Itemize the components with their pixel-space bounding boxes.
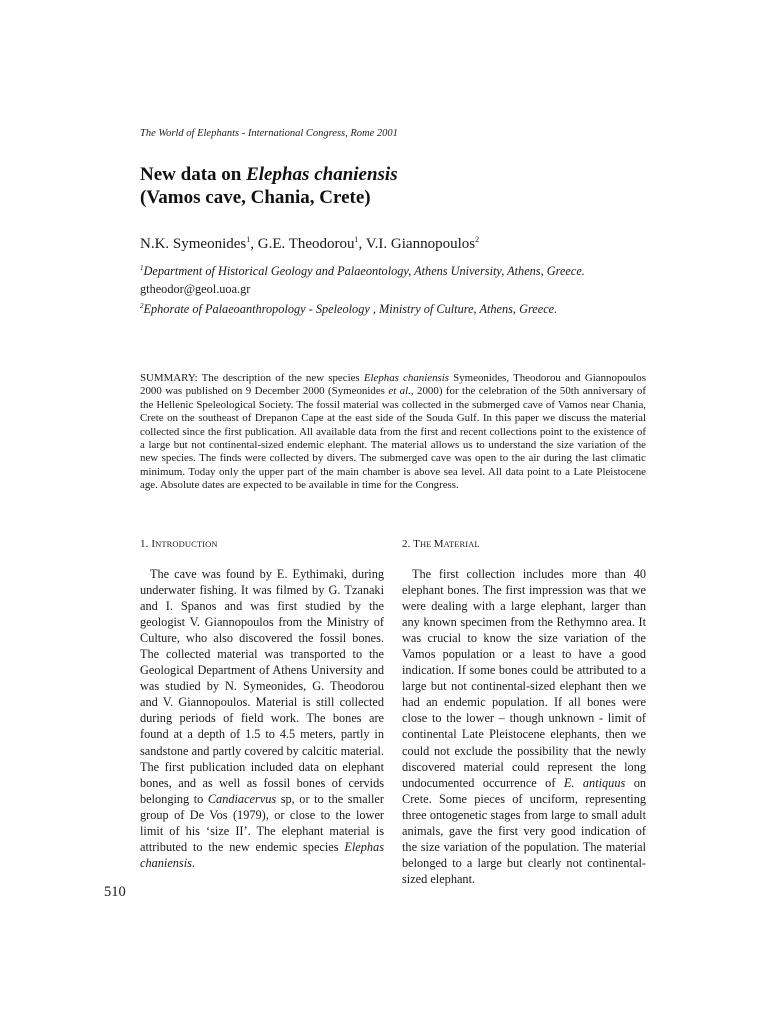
- material-initial-2: M: [433, 538, 444, 550]
- author-3: V.I. Giannopoulos: [365, 236, 476, 252]
- author-sep-2: ,: [358, 236, 366, 252]
- affiliation-2-sup: 2: [140, 301, 144, 310]
- material-rest-1: HE: [419, 539, 434, 549]
- material-number: 2.: [402, 538, 414, 550]
- introduction-body: [140, 566, 384, 871]
- summary-part-3: , 2000) for the celebration of the 50th anniversary of the Hellenic Speleological Society. The fossil material was collected in the submerged cave of Vamos near Chania, Crete on the southeast of Drepanon Cape at the east side of the Souda Gulf. In this paper we discuss the material collected since the first publication. All available data from the first and recent collections point to the existence of a large but not continental-sized endemic elephant. The material allows us to understand the size variation of the new species. The finds were collected by divers. The submerged cave was open to the air during the last climatic minimum. Today only the upper part of the main chamber is above sea level. All data point to a Late Pleistocene age. Absolute dates are expected to be available in time for the Congress.: [140, 385, 647, 492]
- intro-text-1: The cave was found by E. Eythimaki, during underwater fishing. It was filmed by G. Tzanaki and I. Spanos and was first studied by the geologist V. Giannopoulos from the Ministry of Culture, who also discovered the fossil bones. The collected material was transported to the Geological Department of Athens University and was studied by N. Symeonides, G. Theodorou and V. Giannopoulos. Material is still collected during periods of field work. The bones are found at a depth of 1.5 to 4.5 meters, partly in sandstone and partly covered by calcitic material. The first publication included data on elephant bones, and as well as fossil bones of cervids belonging to: [140, 567, 384, 806]
- summary-species: Elephas chaniensis: [363, 372, 450, 384]
- journal-header: The World of Elephants - International Congress, Rome 2001: [140, 128, 398, 139]
- intro-text-3: .: [191, 855, 195, 870]
- intro-initial: I: [151, 538, 156, 550]
- section-heading-material: [402, 538, 480, 550]
- contact-email[interactable]: gtheodor@geol.uoa.gr: [140, 282, 251, 296]
- author-1: N.K. Symeonides: [140, 236, 247, 252]
- material-text-2: on Crete. Some pieces of unciform, representing three ontogenetic stages from large to small adult animals, gave the first very good indication of the size variation of the population. The material belonged to a large but clearly not continental-sized elephant.: [402, 775, 646, 886]
- author-2: G.E. Theodorou: [257, 236, 355, 252]
- title-prefix: New data on: [140, 164, 247, 185]
- author-sep-1: ,: [250, 236, 258, 252]
- material-species: E. antiquus: [563, 775, 626, 790]
- material-body: [402, 566, 646, 887]
- introduction-paragraph: [140, 566, 384, 871]
- intro-text-2: sp, or to the smaller group of De Vos (1979), or close to the lower limit of his ‘size II’. The elephant material is attributed to the new endemic species: [140, 791, 384, 854]
- affiliation-1-sup: 1: [140, 263, 144, 272]
- page-number: 510: [104, 884, 126, 900]
- intro-number: 1.: [140, 538, 152, 550]
- affiliation-2-text: Ephorate of Palaeoanthropology - Speleology , Ministry of Culture, Athens, Greece.: [143, 302, 558, 316]
- intro-genus: Candiacervus: [207, 791, 277, 806]
- summary-etal: et al.: [388, 385, 411, 398]
- material-initial-1: T: [413, 538, 420, 550]
- title-line-2: (Vamos cave, Chania, Crete): [140, 187, 371, 208]
- intro-rest: NTRODUCTION: [155, 539, 218, 549]
- summary-abstract: [140, 372, 646, 493]
- summary-part-2: Symeonides, Theodorou and Giannopoulos 2000 was published on 9 December 2000 (Symeonides: [140, 372, 646, 398]
- author-list: [140, 236, 479, 253]
- title-line-1: [140, 163, 398, 186]
- author-3-sup: 2: [475, 235, 480, 244]
- summary-part-1: SUMMARY: The description of the new species: [140, 372, 364, 384]
- author-2-sup: 1: [354, 235, 359, 244]
- affiliation-2: [140, 302, 557, 317]
- section-heading-introduction: [140, 538, 218, 550]
- affiliation-1-text: Department of Historical Geology and Palaeontology, Athens University, Athens, Greece.: [143, 264, 585, 278]
- material-text-1: The first collection includes more than 40 elephant bones. The first impression was that we were dealing with a large elephant, larger than any known specimen from the Rethymno area. It was crucial to know the size variation of the Vamos population or a least to have a good indication. If some bones could be attributed to a large but not continental-sized elephant then we had an endemic population. If all bones were close to the lower – though unknown - limit of continental Late Pleistocene elephants, then we could not exclude the possibility that the newly discovered material could represent the long undocumented occurrence of: [402, 567, 646, 790]
- intro-species: Elephas chaniensis: [140, 839, 384, 870]
- material-rest-2: ATERIAL: [443, 539, 480, 549]
- paper-title: [140, 163, 398, 209]
- title-species: Elephas chaniensis: [246, 164, 398, 185]
- affiliation-1: [140, 264, 585, 279]
- author-1-sup: 1: [246, 235, 251, 244]
- material-paragraph: [402, 566, 646, 887]
